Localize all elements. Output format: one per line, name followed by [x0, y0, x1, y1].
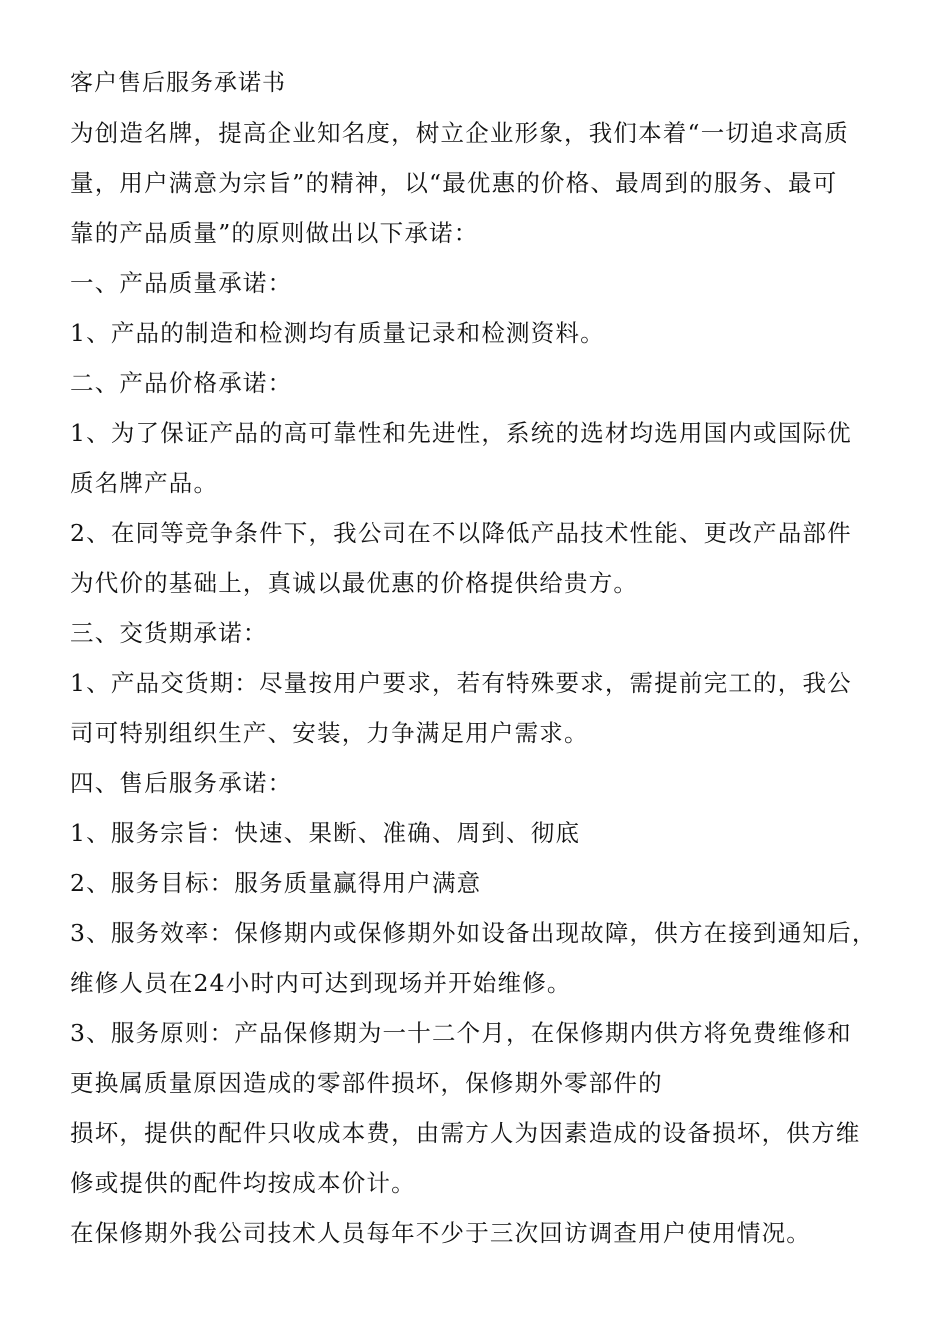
- text-line: 2、服务目标：服务质量赢得用户满意: [70, 869, 482, 897]
- text-line: 四、售后服务承诺：: [70, 769, 293, 797]
- text-line: 为创造名牌，提高企业知名度，树立企业形象，我们本着“一切追求高质: [70, 119, 849, 147]
- paragraph: [70, 908, 885, 1008]
- text-line: 质名牌产品。: [70, 469, 219, 497]
- text-line: 量，用户满意为宗旨”的精神，以“最优惠的价格、最周到的服务、最可: [70, 169, 838, 197]
- paragraph: [70, 608, 885, 658]
- paragraph: [70, 1008, 885, 1108]
- paragraph: [70, 308, 885, 358]
- paragraph: [70, 258, 885, 308]
- document-title: 客户售后服务承诺书: [70, 70, 286, 96]
- paragraph: [70, 808, 885, 858]
- text-line: 为代价的基础上，真诚以最优惠的价格提供给贵方。: [70, 569, 639, 597]
- text-line: 1、服务宗旨：快速、果断、准确、周到、彻底: [70, 819, 581, 847]
- text-line: 2、在同等竞争条件下，我公司在不以降低产品技术性能、更改产品部件: [70, 519, 852, 547]
- text-line: 二、产品价格承诺：: [70, 369, 293, 397]
- document-body: [70, 108, 885, 1258]
- paragraph: [70, 108, 885, 258]
- text-line: 1、产品交货期：尽量按用户要求，若有特殊要求，需提前完工的，我公: [70, 669, 852, 697]
- text-line: 司可特别组织生产、安装，力争满足用户需求。: [70, 719, 589, 747]
- paragraph: [70, 1108, 885, 1208]
- text-line: 3、服务原则：产品保修期为一十二个月，在保修期内供方将免费维修和: [70, 1019, 852, 1047]
- paragraph: [70, 408, 885, 508]
- paragraph: [70, 758, 885, 808]
- paragraph: [70, 658, 885, 758]
- paragraph: [70, 858, 885, 908]
- paragraph: [70, 358, 885, 408]
- text-line: 3、服务效率：保修期内或保修期外如设备出现故障，供方在接到通知后，: [70, 919, 877, 947]
- paragraph: [70, 1208, 885, 1258]
- text-line: 1、为了保证产品的高可靠性和先进性，系统的选材均选用国内或国际优: [70, 419, 852, 447]
- text-line: 更换属质量原因造成的零部件损坏，保修期外零部件的: [70, 1069, 663, 1097]
- text-line: 靠的产品质量”的原则做出以下承诺：: [70, 219, 479, 247]
- document-page: [70, 58, 885, 1258]
- text-line: 损坏，提供的配件只收成本费，由需方人为因素造成的设备损坏，供方维: [70, 1119, 861, 1147]
- text-line: 三、交货期承诺：: [70, 619, 268, 647]
- paragraph: [70, 508, 885, 608]
- text-line: 1、产品的制造和检测均有质量记录和检测资料。: [70, 319, 605, 347]
- text-line: 修或提供的配件均按成本价计。: [70, 1169, 416, 1197]
- text-line: 维修人员在24小时内可达到现场并开始维修。: [70, 969, 572, 997]
- text-line: 一、产品质量承诺：: [70, 269, 293, 297]
- text-line: 在保修期外我公司技术人员每年不少于三次回访调查用户使用情况。: [70, 1219, 811, 1247]
